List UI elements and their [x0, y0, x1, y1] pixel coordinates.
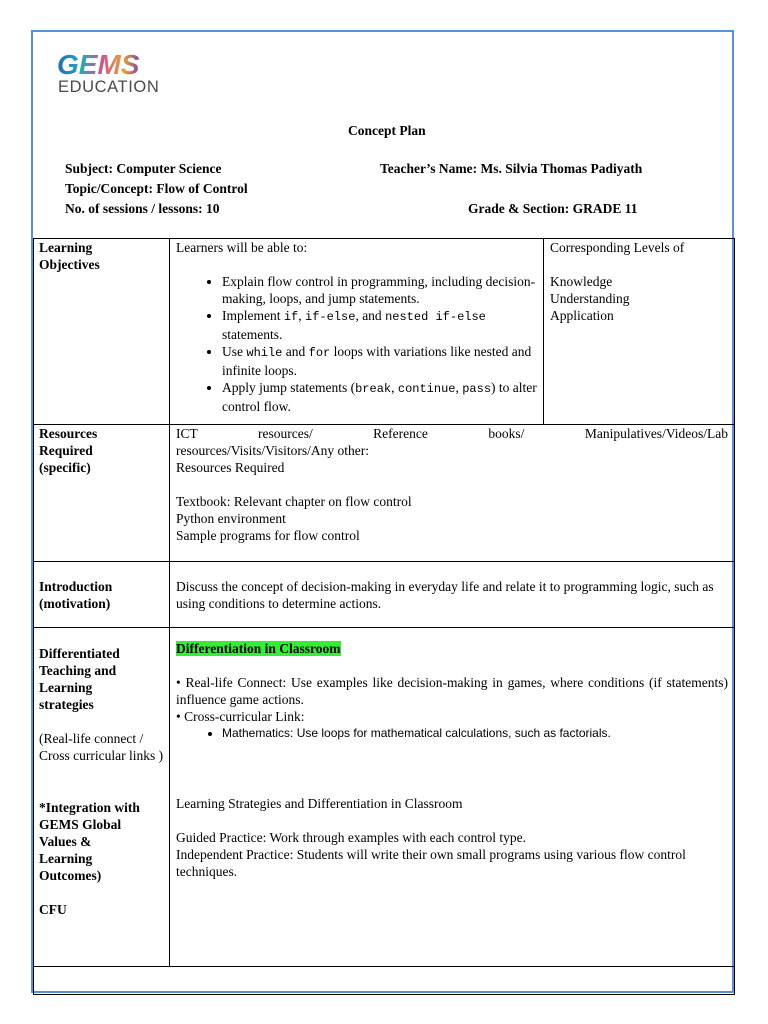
- gems-logo: [57, 51, 207, 97]
- resources-label-3: (specific): [39, 460, 91, 475]
- code-if-else: if-else: [305, 310, 356, 324]
- objective-text: and: [282, 344, 309, 359]
- strategies-label-2: Teaching and: [39, 663, 117, 678]
- resources-line: Textbook: Relevant chapter on flow control: [176, 494, 412, 509]
- objectives-list: [176, 273, 537, 415]
- integration-heading: Learning Strategies and Differentiation in Classroom: [176, 796, 463, 811]
- code-break: break: [355, 382, 392, 396]
- code-pass: pass: [462, 382, 492, 396]
- introduction-label-2: (motivation): [39, 596, 111, 611]
- objective-text: ,: [298, 308, 306, 323]
- objectives-label-2: Objectives: [39, 257, 100, 272]
- objectives-label-1: Learning: [39, 240, 93, 255]
- strategies-row: [34, 628, 735, 967]
- strategies-sublabel: (Real-life connect / Cross curricular links ): [39, 731, 164, 763]
- sessions: No. of sessions / lessons: 10: [65, 201, 220, 216]
- integration-label-3: Values &: [39, 834, 92, 849]
- resources-line: Python environment: [176, 511, 286, 526]
- introduction-content: [170, 562, 735, 628]
- objectives-row: [34, 239, 735, 425]
- resources-line: Resources Required: [176, 460, 285, 475]
- strategies-content: [170, 628, 735, 967]
- introduction-label: [34, 562, 170, 628]
- level-knowledge: Knowledge: [550, 274, 613, 289]
- strategies-label-1: Differentiated: [39, 646, 120, 661]
- svg-text:GEMS: GEMS: [57, 51, 140, 77]
- introduction-text: Discuss the concept of decision-making in everyday life and relate it to programming logic, such as using conditions to determine actions.: [176, 579, 714, 611]
- objectives-intro: Learners will be able to:: [176, 240, 308, 255]
- logo-subtitle: EDUCATION: [58, 78, 160, 96]
- level-application: Application: [550, 308, 614, 323]
- objective-text: Implement: [222, 308, 284, 323]
- levels-content: [544, 239, 735, 425]
- resources-line: Sample programs for flow control: [176, 528, 360, 543]
- objectives-label: [34, 239, 170, 425]
- integration-label-2: GEMS Global: [39, 817, 122, 832]
- objectives-content: [170, 239, 544, 425]
- levels-title: Corresponding Levels of: [550, 240, 685, 255]
- introduction-label-1: Introduction: [39, 579, 113, 594]
- objective-item: [222, 273, 537, 307]
- resources-row: [34, 425, 735, 562]
- resources-label: [34, 425, 170, 562]
- concept-plan-table: [33, 238, 735, 995]
- objective-item: [222, 307, 537, 343]
- objective-item: [222, 343, 537, 379]
- guided-practice: Guided Practice: Work through examples with each control type.: [176, 830, 526, 845]
- resources-label-1: Resources: [39, 426, 98, 441]
- resources-line: ICT resources/ Reference books/ Manipulatives/Videos/Lab: [176, 426, 728, 441]
- objective-text: ,: [455, 380, 463, 395]
- cfu-label: CFU: [39, 902, 67, 917]
- subject: Subject: Computer Science: [65, 161, 222, 176]
- level-understanding: Understanding: [550, 291, 630, 306]
- cross-curricular: • Cross-curricular Link:: [176, 709, 305, 724]
- integration-label-4: Learning: [39, 851, 93, 866]
- reallife-connect: • Real-life Connect: Use examples like decision-making in games, where conditions (if statements) influence game actions.: [176, 675, 728, 707]
- math-link: • Mathematics: Use loops for mathematical calculations, such as factorials.: [222, 725, 728, 742]
- teacher-name: Teacher’s Name: Ms. Silvia Thomas Padiyath: [380, 161, 643, 176]
- introduction-row: [34, 562, 735, 628]
- objective-text: ) to alter control flow.: [222, 380, 537, 414]
- page-title: Concept Plan: [348, 123, 426, 138]
- objective-text: statements.: [222, 327, 283, 342]
- strategies-label: [34, 628, 170, 967]
- topic: Topic/Concept: Flow of Control: [65, 181, 248, 196]
- code-continue: continue: [397, 382, 456, 396]
- objective-text: Explain flow control in programming, including decision-making, loops, and jump statements.: [222, 274, 536, 306]
- resources-label-2: Required: [39, 443, 93, 458]
- empty-row: [34, 967, 735, 995]
- code-for: for: [308, 346, 331, 360]
- differentiation-heading: Differentiation in Classroom: [176, 641, 341, 656]
- independent-practice: Independent Practice: Students will write their own small programs using various flow control techniques.: [176, 847, 686, 879]
- objective-text: ,: [391, 380, 398, 395]
- empty-cell: [34, 967, 735, 995]
- code-nested-if-else: nested if-else: [385, 310, 486, 324]
- cross-curricular-list: [176, 725, 728, 742]
- integration-label-1: *Integration with: [39, 800, 140, 815]
- resources-content: [170, 425, 735, 562]
- objective-item: [222, 379, 537, 415]
- grade-section: Grade & Section: GRADE 11: [468, 201, 638, 216]
- resources-line: resources/Visits/Visitors/Any other:: [176, 443, 369, 458]
- code-while: while: [246, 346, 283, 360]
- objective-text: Apply jump statements (: [222, 380, 356, 395]
- objective-text: , and: [355, 308, 386, 323]
- objective-text: Use: [222, 344, 247, 359]
- strategies-label-3: Learning: [39, 680, 93, 695]
- integration-label-5: Outcomes): [39, 868, 102, 883]
- objective-text: loops with variations like nested and infinite loops.: [222, 344, 532, 378]
- code-if: if: [283, 310, 299, 324]
- strategies-label-4: strategies: [39, 697, 94, 712]
- gems-logo-icon: [57, 51, 203, 77]
